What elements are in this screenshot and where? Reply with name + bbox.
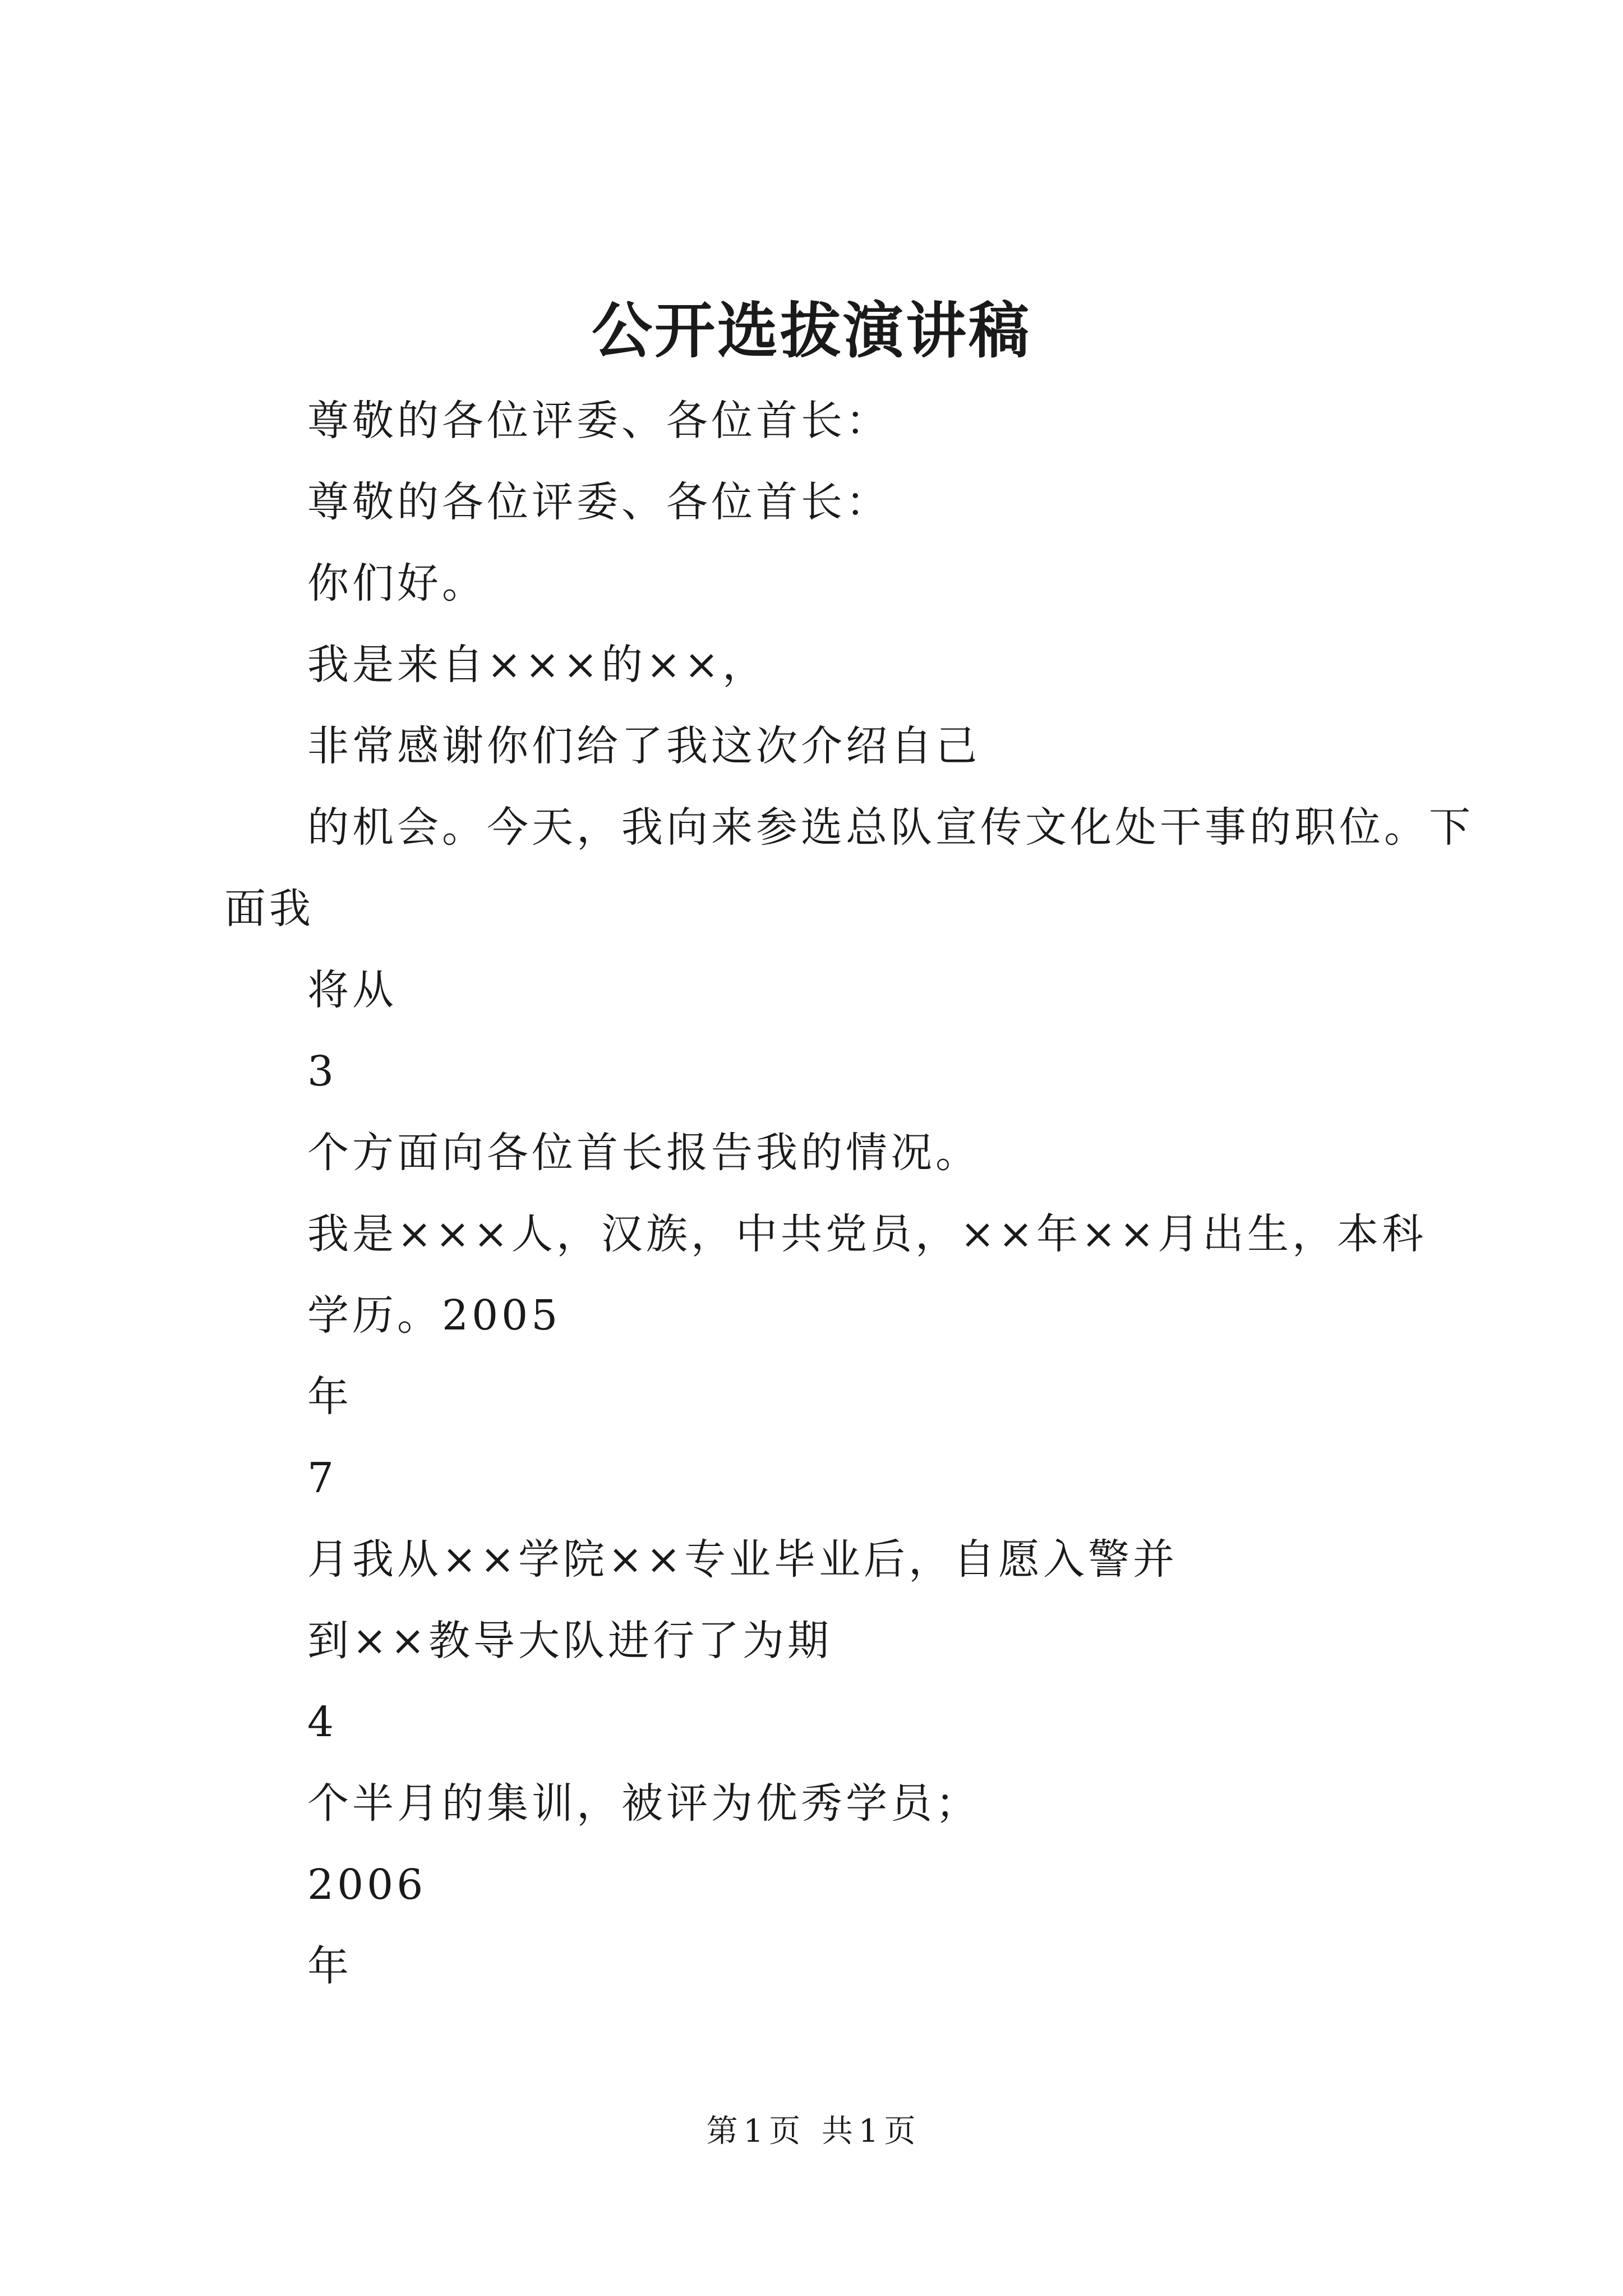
- document-title: 公开选拔演讲稿: [591, 296, 1031, 366]
- page-number: 第 1 页: [706, 2113, 802, 2150]
- paragraph-line: 尊敬的各位评委、各位首长：: [307, 397, 891, 445]
- paragraph-line: 的机会。今天，我向来参选总队宣传文化处干事的职位。下: [307, 803, 1474, 852]
- paragraph-line: 个方面向各位首长报告我的情况。: [307, 1129, 980, 1177]
- paragraph-line: 年: [307, 1373, 352, 1421]
- paragraph-line: 你们好。: [307, 559, 487, 608]
- paragraph-line: 2006: [307, 1861, 427, 1909]
- paragraph-line: 3: [307, 1047, 338, 1096]
- paragraph-line: 非常感谢你们给了我这次介绍自己: [307, 722, 980, 770]
- paragraph-line: 年: [307, 1942, 352, 1990]
- paragraph-line: 7: [307, 1454, 338, 1502]
- paragraph-line: 将从: [307, 966, 397, 1014]
- page-footer: [0, 2109, 1623, 2154]
- page-total: 共 1 页: [821, 2113, 917, 2150]
- paragraph-line: 尊敬的各位评委、各位首长：: [307, 478, 891, 526]
- paragraph-line: 面我: [224, 885, 314, 933]
- paragraph-line: 4: [307, 1698, 338, 1746]
- paragraph-line: 我是×××人，汉族，中共党员，××年××月出生，本科: [307, 1210, 1427, 1258]
- paragraph-line: 月我从××学院××专业毕业后，自愿入警并: [307, 1535, 1178, 1584]
- paragraph-line: 个半月的集训，被评为优秀学员；: [307, 1779, 980, 1828]
- paragraph-line: 我是来自×××的××，: [307, 641, 768, 689]
- paragraph-line: 到××教导大队进行了为期: [307, 1617, 833, 1665]
- paragraph-line: 学历。2005: [307, 1291, 561, 1340]
